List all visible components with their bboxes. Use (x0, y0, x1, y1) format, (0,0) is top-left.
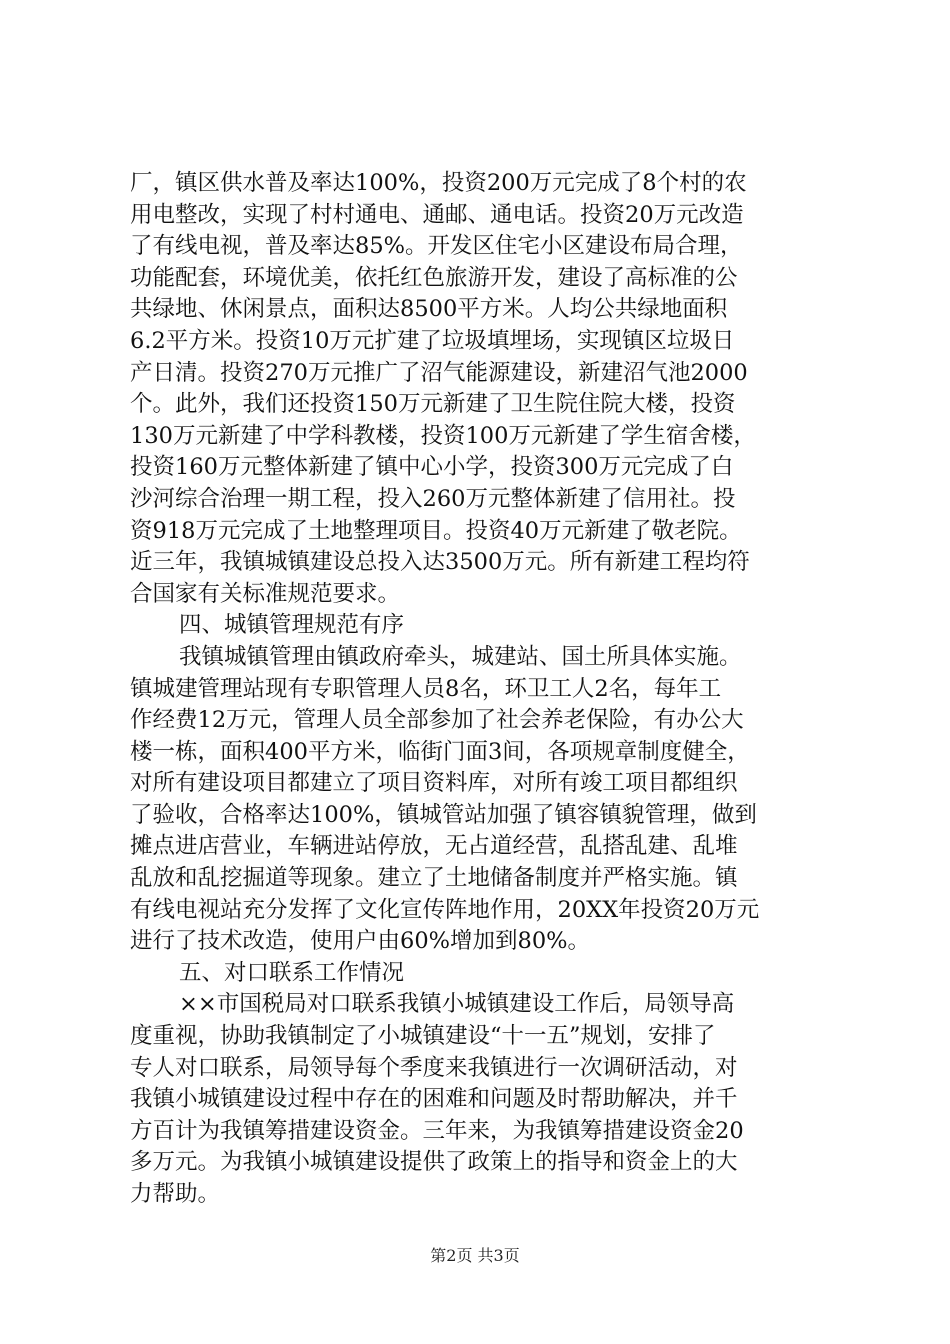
text-line: 130万元新建了中学科教楼，投资100万元新建了学生宿舍楼， (130, 422, 756, 449)
text-line: 近三年，我镇城镇建设总投入达3500万元。所有新建工程均符 (130, 549, 750, 576)
text-line: 投资160万元整体新建了镇中心小学，投资300万元完成了白 (130, 454, 734, 481)
text-line: 摊点进店营业，车辆进站停放，无占道经营，乱搭乱建、乱堆 (130, 833, 738, 860)
text-line: 方百计为我镇筹措建设资金。三年来，为我镇筹措建设资金20 (130, 1117, 744, 1144)
text-line: 资918万元完成了土地整理项目。投资40万元新建了敬老院。 (130, 517, 742, 544)
text-line: 镇城建管理站现有专职管理人员8名，环卫工人2名，每年工 (130, 675, 722, 702)
text-line: 我镇小城镇建设过程中存在的困难和问题及时帮助解决，并千 (130, 1086, 738, 1113)
text-line: 多万元。为我镇小城镇建设提供了政策上的指导和资金上的大 (130, 1149, 738, 1176)
text-line: 专人对口联系，局领导每个季度来我镇进行一次调研活动，对 (130, 1054, 738, 1081)
page-footer: 第2页 共3页 (430, 1246, 520, 1265)
text-line: 度重视，协助我镇制定了小城镇建设“十一五”规划，安排了 (130, 1023, 716, 1050)
text-line: 厂，镇区供水普及率达100%，投资200万元完成了8个村的农 (130, 170, 747, 196)
text-line: 沙河综合治理一期工程，投入260万元整体新建了信用社。投 (130, 485, 736, 512)
text-line: 乱放和乱挖掘道等现象。建立了土地储备制度并严格实施。镇 (130, 865, 738, 892)
text-line: 6.2平方米。投资10万元扩建了垃圾填埋场，实现镇区垃圾日 (130, 327, 735, 354)
text-line: 力帮助。 (130, 1181, 221, 1207)
text-line: ××市国税局对口联系我镇小城镇建设工作后，局领导高 (179, 991, 735, 1018)
text-line: 我镇城镇管理由镇政府牵头，城建站、国土所具体实施。 (179, 643, 742, 670)
text-line: 对所有建设项目都建立了项目资料库，对所有竣工项目都组织 (130, 770, 738, 797)
text-line: 产日清。投资270万元推广了沼气能源建设，新建沼气池2000 (130, 359, 748, 386)
text-line: 进行了技术改造，使用户由60%增加到80%。 (130, 928, 591, 955)
text-line: 四、城镇管理规范有序 (179, 612, 405, 639)
text-line: 楼一栋，面积400平方米，临街门面3间，各项规章制度健全， (130, 738, 750, 765)
text-line: 五、对口联系工作情况 (179, 959, 405, 986)
text-line: 个。此外，我们还投资150万元新建了卫生院住院大楼，投资 (130, 391, 736, 418)
text-line: 合国家有关标准规范要求。 (130, 580, 401, 607)
text-line: 用电整改，实现了村村通电、通邮、通电话。投资20万元改造 (130, 201, 744, 228)
text-line: 作经费12万元，管理人员全部参加了社会养老保险，有办公大 (130, 707, 744, 734)
text-line: 了有线电视，普及率达85%。开发区住宅小区建设布局合理， (130, 233, 743, 260)
text-line: 有线电视站充分发挥了文化宣传阵地作用，20XX年投资20万元 (130, 896, 760, 923)
text-line: 共绿地、休闲景点，面积达8500平方米。人均公共绿地面积 (130, 296, 728, 323)
document-body (130, 168, 830, 1211)
text-line: 了验收，合格率达100%，镇城管站加强了镇容镇貌管理，做到 (130, 801, 757, 828)
text-line: 功能配套，环境优美，依托红色旅游开发，建设了高标准的公 (130, 264, 738, 291)
